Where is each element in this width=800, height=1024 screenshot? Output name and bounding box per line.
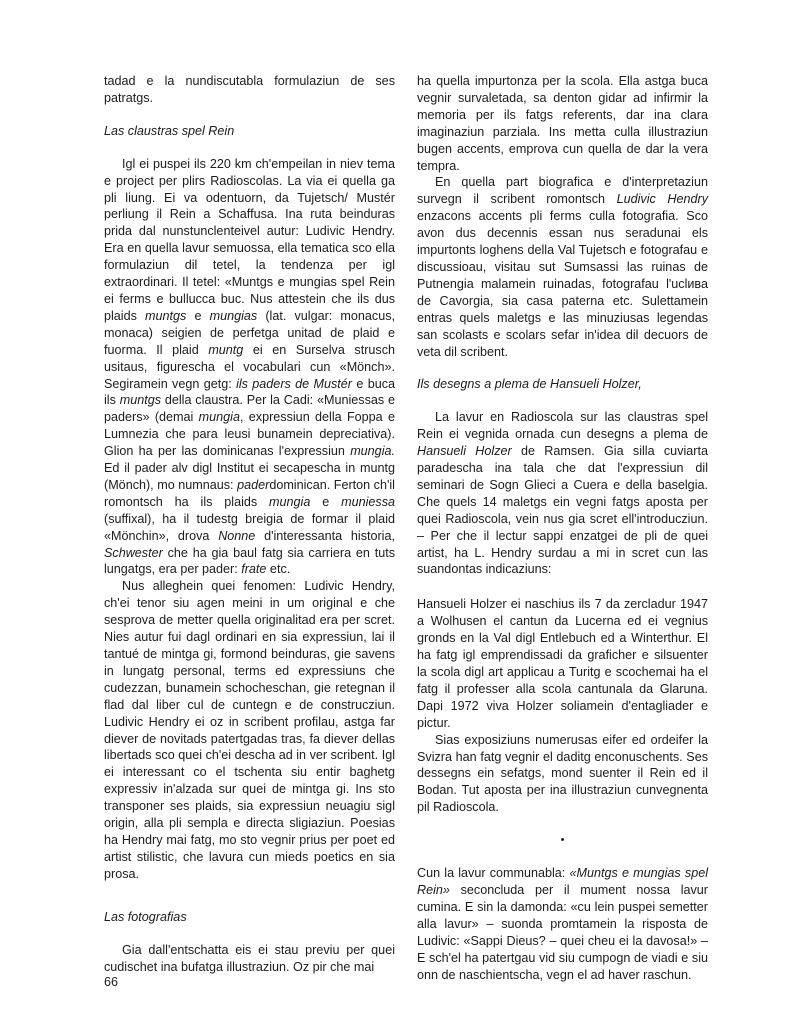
paragraph: La lavur en Radioscola sur las claustras spel Rein ei vegnida ornada cun desegns a plema de Hansueli Holzer de Ramsen. Gia silla cuviarta paradescha ina tala che dat l'expressiun dil seminari de Sogn Gliеci a Cuera e della baselgia. Che quels 14 maletgs ein vegni fatgs aposta per quei Radioscola, vein nus gia scret ell'introducziun. – Per che il lectur sappi enzatgei de pli de quei artist, ha L. Hendry surdau a mi in scret cun las suandontas indicaziuns: bbox=[417, 410, 708, 577]
right-column bbox=[417, 73, 708, 984]
paragraph: Gia dall'entschatta eis ei stau previu per quei cudischet ina bufatga illustraziun. Oz pir che mai bbox=[104, 942, 395, 974]
section-heading-fotografias: Las fotografias bbox=[104, 909, 187, 924]
paragraph: ha quella impurtonza per la scola. Ella astga buca vegnir survaletada, sa denton gidar ad infirmir la memoria per ils fatgs referents, dar ina clara imaginaziun parziala. Ins metta culla illustraziun bugen accents, emprova cun quella de dar la vera tempra. bbox=[417, 74, 708, 173]
paragraph: Sias exposiziuns numerusas eifer ed ordeifer la Svizra han fatg vegnir el daditg enconuschents. Ses dessegns ein sefatgs, mond suenter il Rein ed il Bodan. Tut aposta per ina illustraziun cunvegnenta pil Radioscola. bbox=[417, 732, 708, 815]
section-heading-claustras: Las claustras spel Rein bbox=[104, 123, 235, 138]
paragraph: tadad e la nundiscutabla formulaziun de ses patratgs. bbox=[104, 74, 395, 105]
left-column bbox=[104, 73, 395, 975]
paragraph: En quella part biografica e d'interpretaziun survegn il scribent romontsch Ludivic Hendry enzacons accents pli ferms culla fotografia. Sco avon dus decennis essan nus seradunai els impurtonts loghens della Val Tujetsch e fotografau e discussioau, visitau sut Sumsassi las ruinas de Putnengia malamein ruinadas, fotografau l'uclива de Cavorgia, sia casa paterna etc. Sulettamein entras quels maletgs e las minuziusas legendas san scolasts e scolars sefar in'idea dil decuors de veta dil scribent. bbox=[417, 175, 708, 359]
section-separator: • bbox=[560, 834, 565, 847]
quoted-bio: Hansueli Holzer ei naschius ils 7 da zercladur 1947 a Wolhusen el cantun da Lucerna ed ei vegnius gronds en la Val digl Entlebuch ed a Winterthur. El ha fatg igl emprendissadi da graficher e silsuenter la scola digl art applicau a Turitg e scochemai ha el fatg il professer alla scola cantunala da Glaruna. Dapi 1972 viva Holzer soliamein d'entagliader e pictur. bbox=[417, 597, 708, 730]
paragraph: Nus alleghein quei fenomen: Ludivic Hendry, ch'ei tenor siu agen meini in um original e che sesprova de metter quella originalitad era per scret. Nies autur fui dagl ordinari en sia expressiun, lai il tantué de mintga gi, formond beinduras, gie savens in lungatg personal, terms ed expressiuns che cudezzan, bunamein schocheschan, gie retegnan il flad dal liber cul de cuntegn e de construcziun. Ludivic Hendry ei oz in scribent profilau, astga far diever de novitads patertgadas tras, fa diever dellas libertads sco quei ch'ei descha ad in ver scribent. Igl ei interessant co el tschenta siu entir baghetg expressiv in'alzada sur quei de mintga gi. Ins sto transponer ses plaids, sia expressiun neuagiu sigl origin, alla pli sempla e directa sligiaziun. Poesias ha Hendry mai fatg, mo sto vegnir prius per poet ed artist stilistic, che lavura cun mieds poetics en sia prosa. bbox=[104, 579, 395, 881]
paragraph: Igl ei puspei ils 220 km ch'empeilan in niev tema e project per plirs Radioscolas. La via ei quella ga pli liung. Ei va odentuorn, da Tujetsch/ Mustér perliung il Rein a Schaffusa. Ina ruta beinduras prida dal nunstunclenteivel autur: Ludivic Hendry. Era en quella lavur semuossa, ella tematica sco ella formulaziun dil tetel, la tendenza per igl extraordinari. Il tetel: «Muntgs e mungias spel Rein ei ferms e bullucca buc. Nus attestein che ils dus plaids muntgs e mungias (lat. vulgar: monacus, monaca) seigien de perfetga unitad de plaid e fuorma. Il plaid muntg ei en Surselva strusch usitaus, figurescha el vocabulari cun «Mönch». Segiramein vegn getg: ils paders de Mustér e buca ils muntgs della claustra. Per la Cadi: «Muniessas e paders» (demai mungia, expressiun della Foppa e Lumnezia che para leusi bunamein depreciativa). Glion ha per las dominicanas l'expressiun mungia. Ed il pader alv digl Institut ei secapescha in muntg (Mönch), mo numnaus: paderdominican. Ferton ch'il romontsch ha ils plaids mungia e muniessa (suffixal), ha il tudestg breigia de formar il plaid «Mönchin», drova Nonne d'interessanta historia, Schwester che ha gia baul fatg sia carriera en tuts lungatgs, era per pader: frate etc. bbox=[104, 156, 396, 577]
section-heading-desegns: Ils desegns a plema de Hansueli Holzer, bbox=[417, 377, 642, 392]
page-number: 66 bbox=[104, 975, 119, 989]
paragraph: Cun la lavur communabla: «Muntgs e mungias spel Rein» seconcluda per il mument nossa lavur cumina. E sin la damonda: «cu lein puspei semetter alla lavur» – suonda promtamein la risposta de Ludivic: «Sappi Dieus? – quei cheu ei la davosa!» – E sch'el ha patertgau vid siu cumpogn de viadi e siu onn de naschientscha, vegn el ad haver raschun. bbox=[417, 866, 709, 982]
